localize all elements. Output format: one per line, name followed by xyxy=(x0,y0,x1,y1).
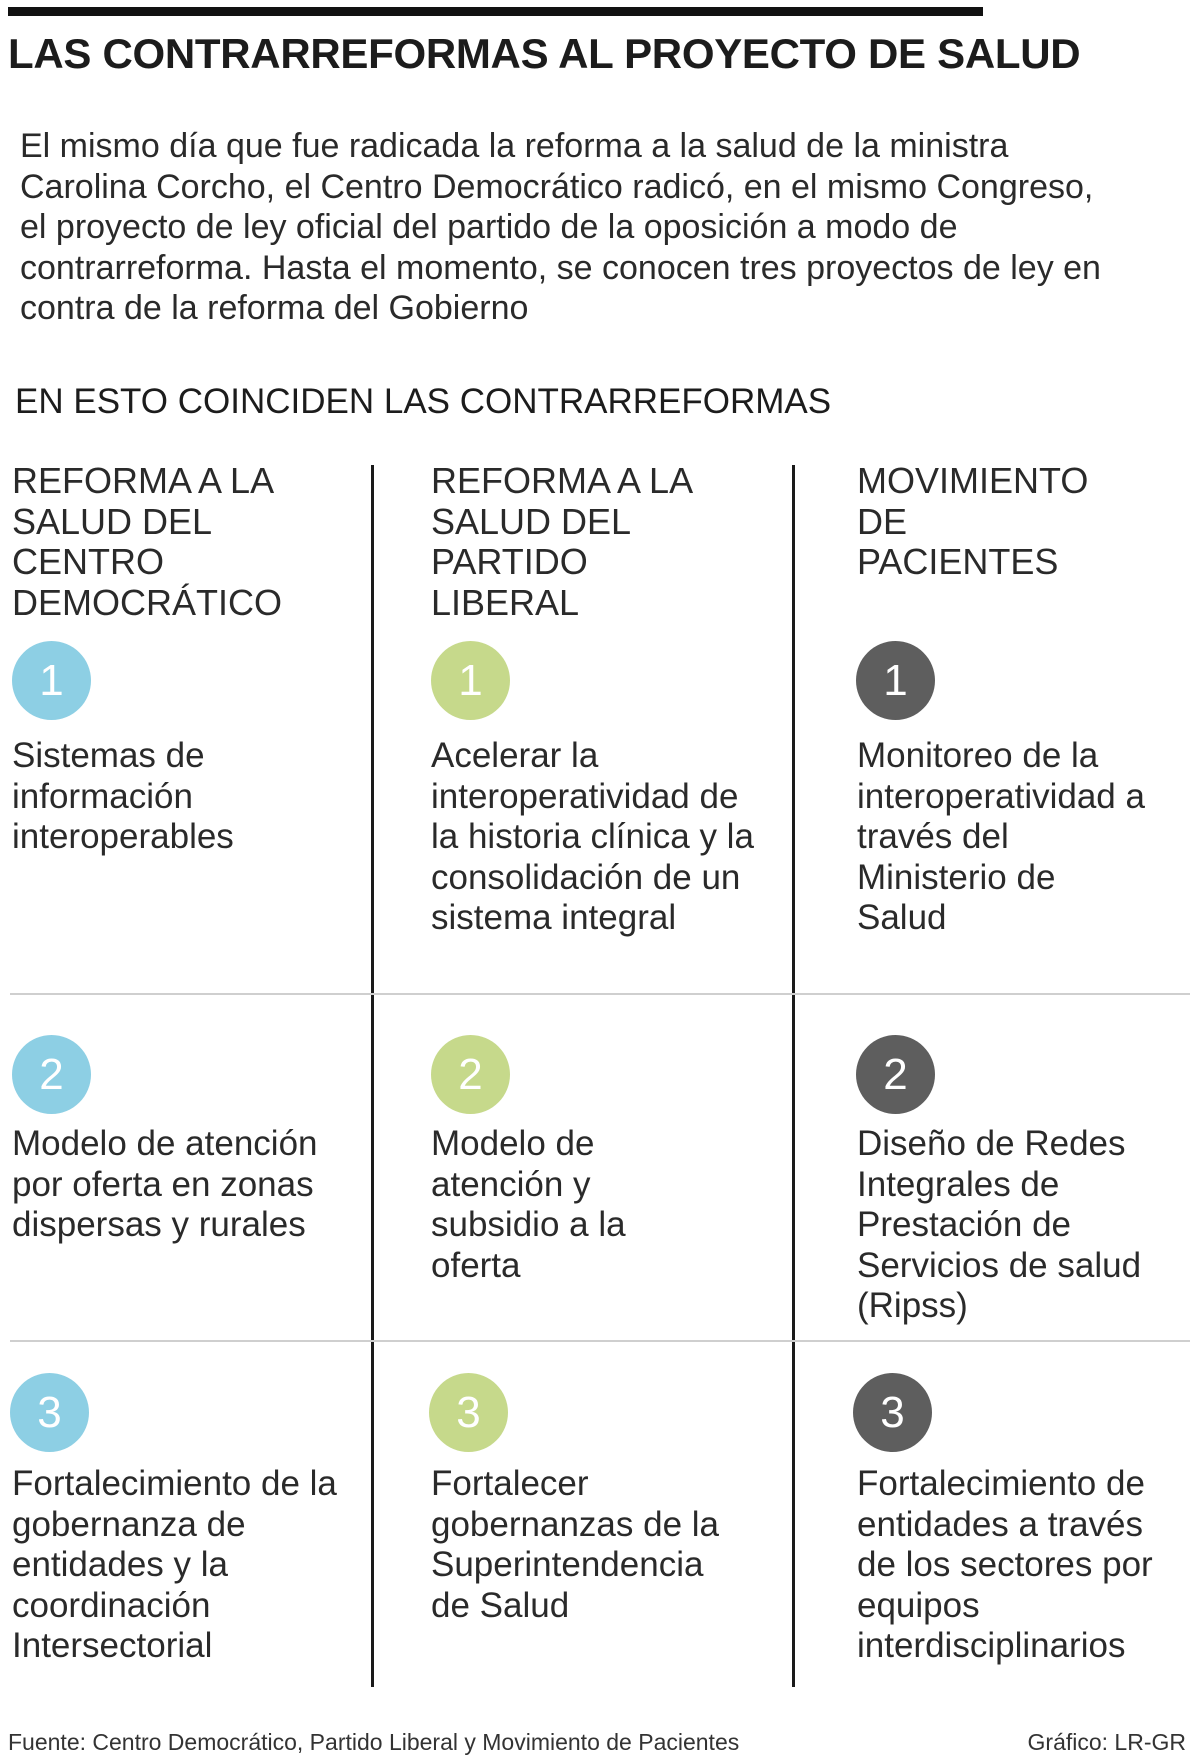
point-text: Acelerar la interoperatividad de la historia clínica y la consolidación de un sistema integral xyxy=(431,736,754,937)
point-text: Modelo de atención por oferta en zonas dispersas y rurales xyxy=(12,1124,318,1244)
point-text: Fortalecimiento de la gobernanza de entidades y la coordinación Intersectorial xyxy=(12,1464,337,1665)
number-badge: 2 xyxy=(12,1035,91,1114)
column-divider xyxy=(371,465,374,1687)
point-text: Fortalecer gobernanzas de la Superintendencia de Salud xyxy=(431,1464,719,1625)
number-badge: 2 xyxy=(856,1035,935,1114)
graphic-credit: Gráfico: LR-GR xyxy=(1027,1729,1186,1755)
number-badge: 1 xyxy=(12,641,91,720)
point-text: Modelo de atención y subsidio a la oferta xyxy=(431,1124,626,1285)
row-divider xyxy=(10,1340,1190,1342)
column-heading-partido-liberal: REFORMA A LA SALUD DEL PARTIDO LIBERAL xyxy=(431,460,692,623)
point-text: Diseño de Redes Integrales de Prestación de Servicios de salud (Ripss) xyxy=(857,1124,1142,1325)
number-badge: 3 xyxy=(10,1373,89,1452)
number-badge: 3 xyxy=(429,1373,508,1452)
point-text: Monitoreo de la interoperatividad a través del Ministerio de Salud xyxy=(857,736,1145,937)
number-badge: 1 xyxy=(431,641,510,720)
column-heading-centro-democratico: REFORMA A LA SALUD DEL CENTRO DEMOCRÁTICO xyxy=(12,460,282,623)
number-badge: 1 xyxy=(856,641,935,720)
source-note: Fuente: Centro Democrático, Partido Liberal y Movimiento de Pacientes xyxy=(8,1729,740,1755)
column-heading-movimiento-pacientes: MOVIMIENTO DE PACIENTES xyxy=(857,460,1089,582)
row-divider xyxy=(10,993,1190,995)
column-divider xyxy=(792,465,795,1687)
intro-paragraph: El mismo día que fue radicada la reforma a la salud de la ministra Carolina Corcho, el Centro Democrático radicó, en el mismo Congreso, el proyecto de ley oficial del partido de la oposición a modo de contrarreforma. Hasta el momento, se conocen tres proyectos de ley en contra de la reforma del Gobierno xyxy=(20,127,1101,327)
page-title: LAS CONTRARREFORMAS AL PROYECTO DE SALUD xyxy=(8,30,1081,77)
section-heading: EN ESTO COINCIDEN LAS CONTRARREFORMAS xyxy=(15,382,832,421)
point-text: Sistemas de información interoperables xyxy=(12,736,234,856)
number-badge: 3 xyxy=(853,1373,932,1452)
title-rule xyxy=(8,7,983,16)
number-badge: 2 xyxy=(431,1035,510,1114)
point-text: Fortalecimiento de entidades a través de los sectores por equipos interdisciplinarios xyxy=(857,1464,1153,1665)
